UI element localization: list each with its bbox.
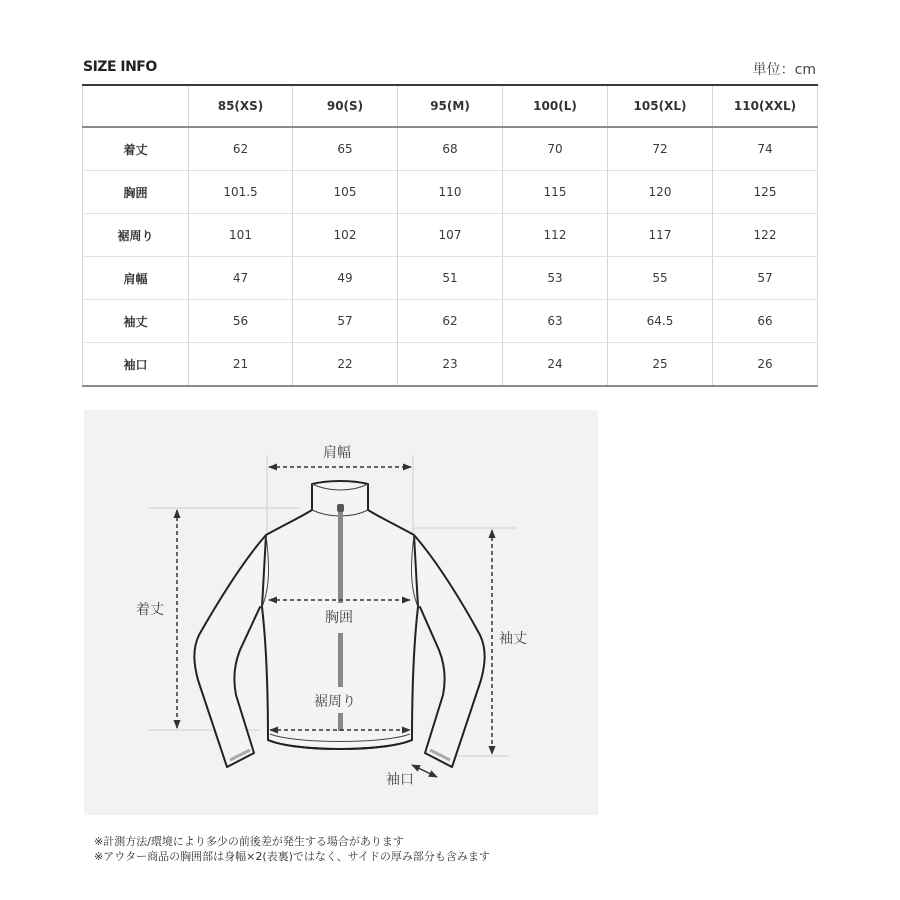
diagram-label-chest: 胸囲 [325,610,353,626]
diagram-label-length: 着丈 [136,602,164,618]
table-cell: 102 [293,214,398,257]
table-cell: 51 [398,257,503,300]
measurement-diagram [84,410,598,815]
unit-label: 単位：cm [752,62,816,78]
table-cell: 112 [503,214,608,257]
table-cell: 66 [713,300,818,343]
diagram-label-hem: 裾周り [314,694,356,710]
table-cell: 74 [713,127,818,171]
table-cell: 62 [189,127,293,171]
table-cell: 125 [713,171,818,214]
table-header-row [83,85,818,127]
table-row [83,127,818,171]
row-label: 着丈 [83,127,189,171]
table-cell: 107 [398,214,503,257]
table-cell: 115 [503,171,608,214]
table-cell: 122 [713,214,818,257]
size-info-title: SIZE INFO [83,59,157,75]
row-label: 袖丈 [83,300,189,343]
table-cell: 23 [398,343,503,387]
table-row [83,171,818,214]
table-cell: 55 [608,257,713,300]
table-cell: 120 [608,171,713,214]
table-cell: 56 [189,300,293,343]
column-header-xxl: 110(XXL) [713,85,818,127]
table-cell: 65 [293,127,398,171]
column-header-xl: 105(XL) [608,85,713,127]
diagram-label-shoulder: 肩幅 [323,445,351,461]
table-cell: 49 [293,257,398,300]
column-header-empty [83,85,189,127]
diagram-label-cuff: 袖口 [386,772,414,788]
table-cell: 25 [608,343,713,387]
table-cell: 47 [189,257,293,300]
table-row [83,257,818,300]
table-cell: 101 [189,214,293,257]
table-cell: 62 [398,300,503,343]
table-cell: 24 [503,343,608,387]
table-cell: 22 [293,343,398,387]
row-label: 裾周り [83,214,189,257]
table-row [83,214,818,257]
table-row [83,300,818,343]
column-header-xs: 85(XS) [189,85,293,127]
table-cell: 63 [503,300,608,343]
note-measurement: ※計測方法/環境により多少の前後差が発生する場合があります [94,835,404,848]
table-cell: 53 [503,257,608,300]
table-cell: 110 [398,171,503,214]
diagram-label-sleeve: 袖丈 [499,631,527,647]
row-label: 肩幅 [83,257,189,300]
table-cell: 105 [293,171,398,214]
note-chest: ※アウター商品の胸囲部は身幅×2(表裏)ではなく、サイドの厚み部分も含みます [94,850,490,863]
table-cell: 57 [713,257,818,300]
table-cell: 26 [713,343,818,387]
table-cell: 70 [503,127,608,171]
table-cell: 117 [608,214,713,257]
table-cell: 64.5 [608,300,713,343]
notes [94,834,490,864]
table-cell: 21 [189,343,293,387]
column-header-l: 100(L) [503,85,608,127]
table-row [83,343,818,387]
table-cell: 57 [293,300,398,343]
row-label: 袖口 [83,343,189,387]
size-table [82,84,818,387]
table-cell: 68 [398,127,503,171]
table-cell: 101.5 [189,171,293,214]
table-cell: 72 [608,127,713,171]
row-label: 胸囲 [83,171,189,214]
column-header-s: 90(S) [293,85,398,127]
column-header-m: 95(M) [398,85,503,127]
